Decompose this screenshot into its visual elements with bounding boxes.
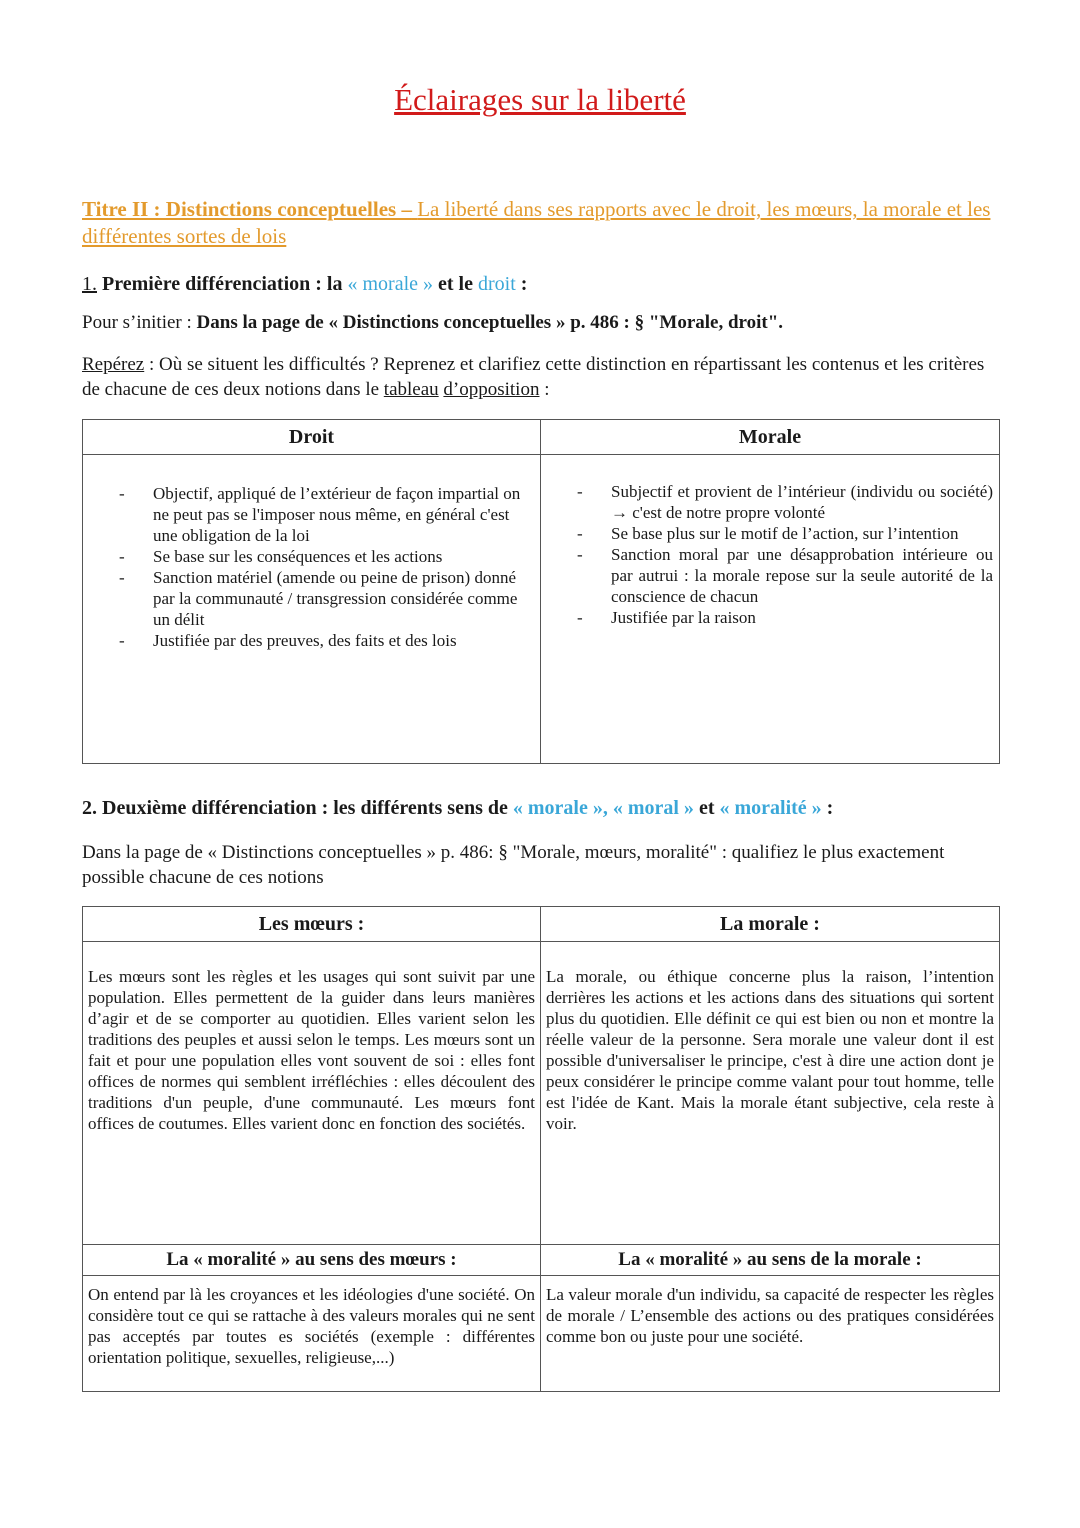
part1-heading-c: : — [520, 273, 528, 295]
part1-number: 1. — [82, 273, 97, 295]
moralite-moeurs-text: On entend par là les croyances et les idéologies d'une société. On considère tout ce qui se rattache à des valeurs morales qui ne sent pas acceptés par toutes es sociétés (exemple : différentes orientation politique, sexuelles, religieuse,...) — [88, 1285, 535, 1367]
moeurs-morale-table — [82, 906, 1000, 1392]
morale-cell — [541, 455, 1000, 764]
document-title: Éclairages sur la liberté — [394, 82, 686, 117]
part1-instr-end: : — [544, 379, 550, 400]
part2-term1: « morale », « moral » — [512, 797, 694, 819]
part2-term2: « moralité » — [719, 797, 822, 819]
la-morale-text: La morale, ou éthique concerne plus la raison, l’intention derrières les actions et les actions dans des situations qui sortent plus du quotidien. Elle définit ce qui est bien ou non et montre la réelle valeur de la personne. Sera morale une valeur dont il est possible d'universaliser le principe, c'est à dire une action dont je peux considérer le principe comme valant pour tout homme, telle est l'idée de Kant. Mais la morale étant subjective, cela reste à voir. — [546, 967, 994, 1133]
part2-heading — [82, 797, 833, 820]
section-heading — [82, 196, 1002, 250]
list-item: - Sanction moral par une désapprobation intérieure ou par autrui : la morale repose sur la seule autorité de la conscience de chacun — [611, 544, 993, 607]
part1-term-morale: « morale » — [347, 273, 434, 295]
moeurs-cell — [83, 942, 541, 1245]
droit-cell — [83, 455, 541, 764]
col-header-la-morale: La morale : — [541, 907, 1000, 942]
part1-heading — [82, 273, 527, 296]
part1-instr-label: Repérez — [82, 354, 145, 375]
la-morale-cell — [541, 942, 1000, 1245]
moralite-morale-cell — [541, 1276, 1000, 1392]
part1-intro-bold: Dans la page de « Distinctions conceptuelles » p. 486 : § "Morale, droit". — [196, 312, 784, 333]
moralite-morale-text: La valeur morale d'un individu, sa capacité de respecter les règles de morale / L’ensemble des actions ou des pratiques considérées comme bon ou juste pour une société. — [546, 1285, 994, 1346]
droit-list — [83, 455, 540, 651]
part1-term-droit: droit — [478, 273, 516, 295]
sub-header-moralite-moeurs: La « moralité » au sens des mœurs : — [83, 1245, 541, 1276]
sub-header-moralite-morale: La « moralité » au sens de la morale : — [541, 1245, 1000, 1276]
list-item: - Se base plus sur le motif de l’action, sur l’intention — [611, 523, 993, 544]
section-label: Titre II : Distinctions conceptuelles – — [82, 197, 412, 221]
part1-heading-b: et le — [438, 273, 473, 295]
morale-list — [541, 455, 999, 628]
list-item: - Se base sur les conséquences et les actions — [153, 546, 532, 567]
moeurs-text: Les mœurs sont les règles et les usages qui sont suivit par une population. Elles permettent de la guider dans leurs manières d’agir et de se comporter au quotidien. Elles varient selon les traditions des peuples et aussi selon le temps. Les mœurs sont un fait et pour une population elles vont souvent de soi : elles font offices de normes qui semblent irréfléchies : elles découlent des traditions d'un peuple, d'une communauté. Les mœurs font offices de coutumes. Elles varient donc en fonction des sociétés. — [88, 967, 535, 1133]
part2-heading-a: 2. Deuxième différenciation : les différents sens de — [82, 797, 508, 819]
part1-intro — [82, 310, 1002, 335]
part1-instr-text: : Où se situent les difficultés ? Reprenez et clarifiez cette distinction en répartissant les contenus et les critères de chacune de ces deux notions dans le — [82, 354, 985, 400]
part1-instruction — [82, 352, 1002, 402]
droit-morale-table — [82, 419, 1000, 764]
part2-intro: Dans la page de « Distinctions conceptuelles » p. 486: § "Morale, mœurs, moralité" : qualifiez le plus exactement possible chacune de ces notions — [82, 842, 945, 888]
part2-heading-b: et — [698, 797, 715, 819]
section-subtitle: La liberté dans ses rapports avec le droit, les mœurs, la morale et les différentes sortes de lois — [82, 197, 991, 248]
part1-heading-a: Première différenciation : la — [102, 273, 343, 295]
col-header-morale: Morale — [541, 420, 1000, 455]
part2-heading-c: : — [826, 797, 834, 819]
moralite-moeurs-cell — [83, 1276, 541, 1392]
col-header-droit: Droit — [83, 420, 541, 455]
col-header-moeurs: Les mœurs : — [83, 907, 541, 942]
list-item: - Justifiée par la raison — [611, 607, 993, 628]
list-item: - Justifiée par des preuves, des faits et des lois — [153, 630, 532, 651]
part1-instr-u2: d’opposition — [443, 379, 540, 400]
part1-intro-label: Pour s’initier : — [82, 312, 192, 333]
part1-instr-u1: tableau — [383, 379, 439, 400]
list-item: - Subjectif et provient de l’intérieur (individu ou société) → c'est de notre propre volonté — [611, 481, 993, 523]
list-item: - Sanction matériel (amende ou peine de prison) donné par la communauté / transgression considérée comme un délit — [153, 567, 532, 630]
list-item: - Objectif, appliqué de l’extérieur de façon impartial on ne peut pas se l'imposer nous même, en général c'est une obligation de la loi — [153, 483, 532, 546]
